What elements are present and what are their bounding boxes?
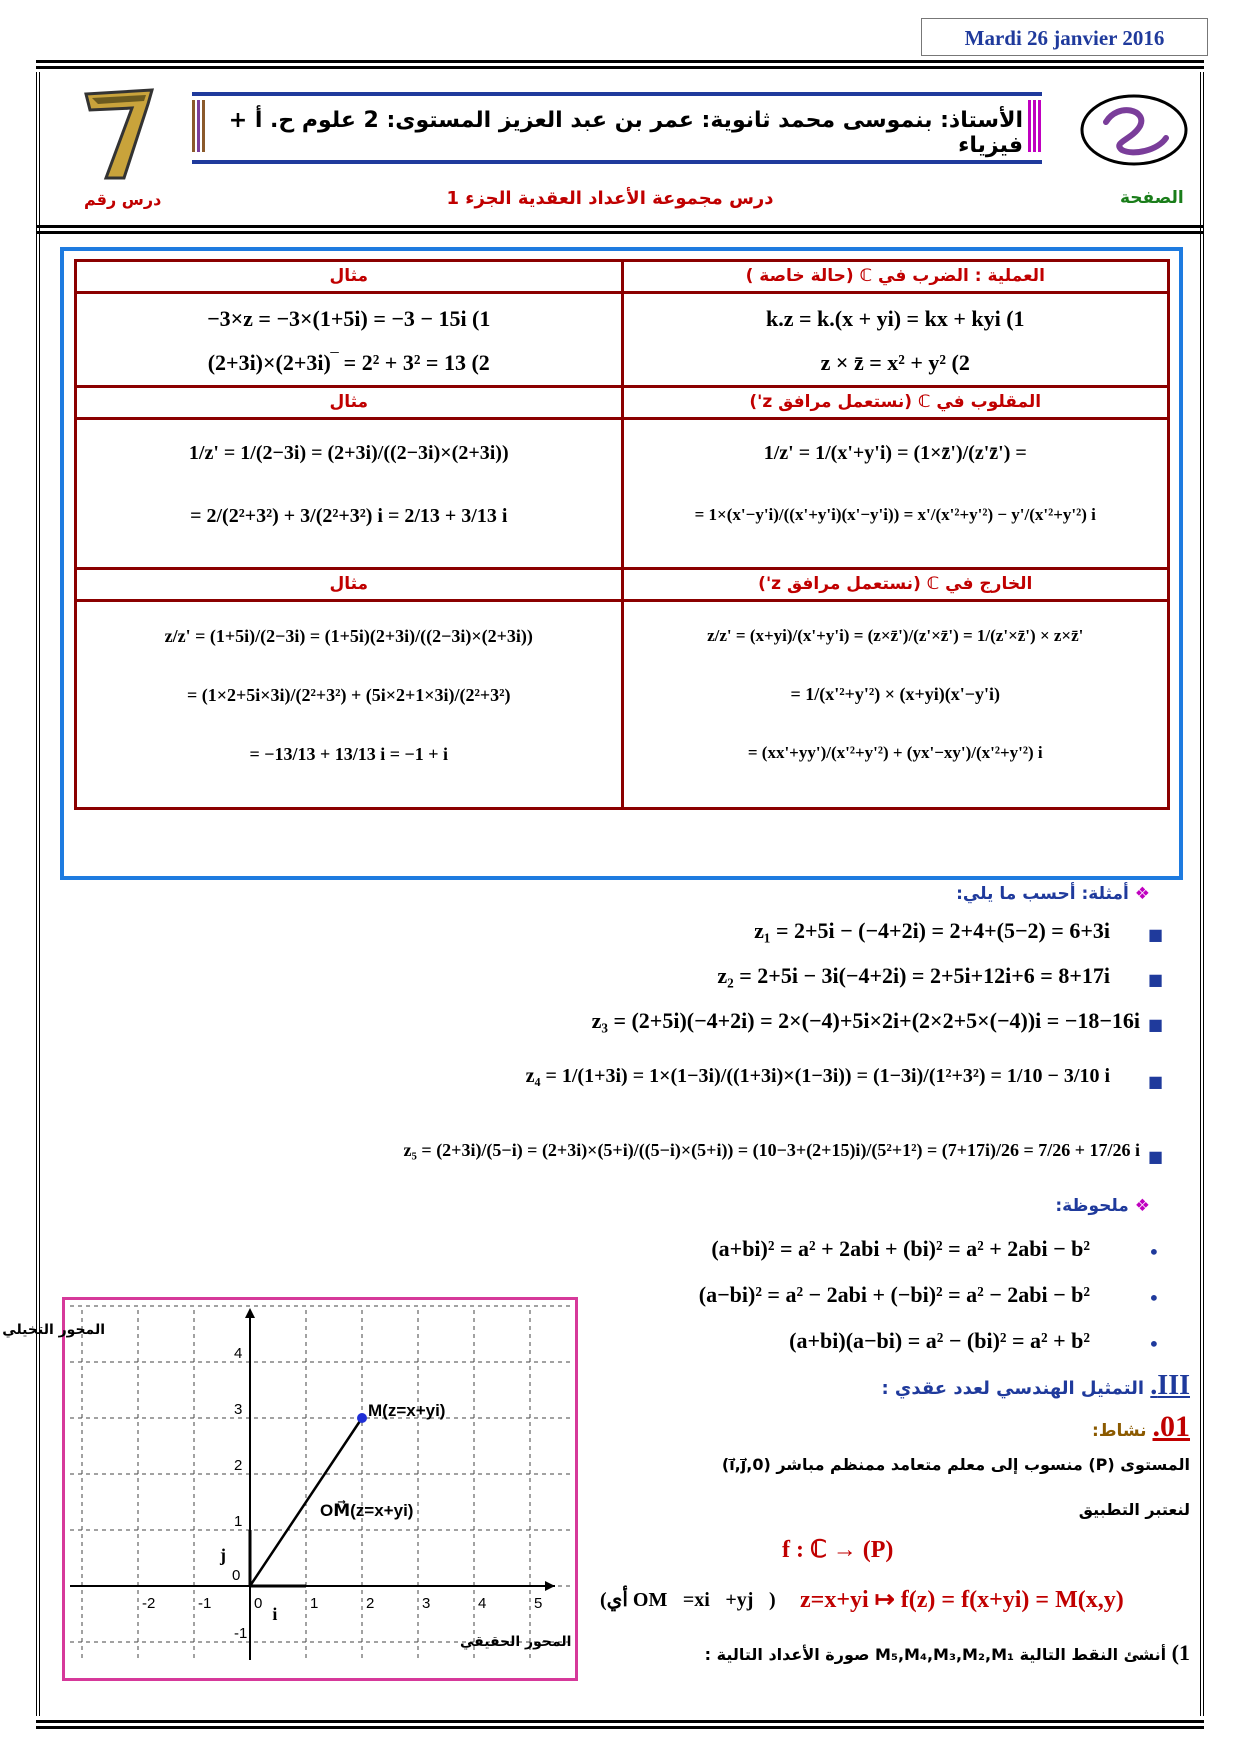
row2-left-line2: = 2/(2²+3²) + 3/(2²+3²) i = 2/13 + 3/13 i [190, 505, 508, 527]
dot-bullet-icon: • [1148, 1332, 1160, 1356]
example-z4: z₄ = 1/(1+3i) = 1×(1−3i)/((1+3i)×(1−3i)) = (1−3i)/(1²+3²) = 1/10 − 3/10 i [525, 1065, 1110, 1087]
row1-right-header: العملية : الضرب في ℂ (حالة خاصة ) [622, 261, 1169, 293]
x-tick-label: 0 [254, 1595, 263, 1612]
section-3-heading: III. التمثيل الهندسي لعدد عقدي : [881, 1370, 1190, 1401]
imaginary-axis-arrow-icon [245, 1308, 255, 1318]
x-tick-label: 2 [366, 1595, 375, 1612]
y-tick-label: 1 [234, 1513, 243, 1530]
teacher-line: الأستاذ: بنموسى محمد ثانوية: عمر بن عبد العزيز المستوى: 2 علوم ح. أ + فيزياء [228, 108, 1023, 158]
x-tick-label: 5 [534, 1595, 543, 1612]
row1-left-line2: (2+3i)×(2+3i)‾ = 2² + 3² = 13 (2 [207, 350, 490, 375]
activity-heading: 01. نشاط: [1092, 1410, 1190, 1443]
square-bullet-icon: ■ [1148, 925, 1164, 944]
origin-label: 0 [232, 1567, 241, 1584]
square-bullet-icon: ■ [1148, 970, 1164, 989]
top-rule [36, 60, 1204, 69]
operations-table [74, 259, 1170, 810]
row2-left-line1: 1/z' = 1/(2−3i) = (2+3i)/((2−3i)×(2+3i)) [188, 442, 509, 464]
page-label: الصفحة [1120, 188, 1184, 208]
note-identity-1: (a+bi)² = a² + 2abi + (bi)² = a² + 2abi − b² [711, 1236, 1090, 1261]
square-bullet-icon: ■ [1148, 1072, 1164, 1091]
complex-plane-figure [2, 1297, 578, 1681]
x-tick-label: -1 [198, 1595, 212, 1612]
row1-right-cell [622, 293, 1169, 387]
x-tick-label: 3 [422, 1595, 431, 1612]
row2-right-line2: = 1×(x'−y'i)/((x'+y'i)(x'−y'i)) = x'/(x'²+y'²) − y'/(x'²+y'²) i [694, 505, 1096, 524]
i-vector-label: i⃗ [272, 1604, 292, 1624]
diamond-bullet-icon: ❖ [1134, 884, 1150, 904]
lesson-number-label: درس رقم [84, 190, 162, 209]
x-tick-label: 1 [310, 1595, 319, 1612]
row3-left-header: مثال [76, 569, 623, 601]
map-definition: z=x+yi ↦ f(z) = f(x+yi) = M(x,y) [800, 1587, 1124, 1613]
row3-right-header: الخارج في ℂ (نستعمل مرافق z') [622, 569, 1169, 601]
row3-right-line3: = (xx'+yy')/(x'²+y'²) + (yx'−xy')/(x'²+y'²) i [747, 743, 1043, 762]
banner-left-bars [192, 100, 206, 152]
example-z3: z₃ = (2+5i)(−4+2i) = 2×(−4)+5i×2i+(2×2+5×(−4))i = −18−16i [591, 1008, 1140, 1033]
square-bullet-icon: ■ [1148, 1147, 1164, 1166]
row1-right-line2: z × z̄ = x² + y² (2 [820, 350, 970, 375]
lesson-title: درس مجموعة الأعداد العقدية الجزء 1 [446, 188, 774, 209]
row3-right-line1: z/z' = (x+yi)/(x'+y'i) = (z×z̄')/(z'×z̄') = 1/(z'×z̄') × z×z̄' [707, 626, 1084, 645]
real-axis-title: المحور الحقيقي [460, 1634, 572, 1650]
lesson-number-logo [78, 82, 158, 182]
y-tick-label: 2 [234, 1457, 243, 1474]
example-z5: z₅ = (2+3i)/(5−i) = (2+3i)×(5+i)/((5−i)×(5+i)) = (10−3+(2+15)i)/(5²+1²) = (7+17i)/26 = 7/26 + 17/26 i [403, 1140, 1140, 1160]
row1-left-header: مثال [76, 261, 623, 293]
row3-right-line2: = 1/(x'²+y'²) × (x+yi)(x'−y'i) [790, 684, 1001, 704]
date-label: Mardi 26 janvier 2016 [921, 18, 1208, 56]
example-z1: z₁ = 2+5i − (−4+2i) = 2+4+(5−2) = 6+3i [754, 918, 1110, 943]
note-identity-3: (a+bi)(a−bi) = a² − (bi)² = a² + b² [789, 1328, 1090, 1353]
imaginary-axis-title: المحور التخيلي [2, 1322, 105, 1338]
examples-title: ❖ أمثلة: أحسب ما يلي: [956, 884, 1150, 904]
row2-right-cell [622, 419, 1169, 569]
note-title: ❖ ملحوظة: [1055, 1196, 1150, 1216]
consider-text: لنعتبر التطبيق [1078, 1500, 1190, 1519]
row2-left-header: مثال [76, 387, 623, 419]
x-tick-label: 4 [478, 1595, 487, 1612]
om-vector-label: OM⃗(z=x+yi) [320, 1501, 414, 1520]
banner-right-bars [1028, 100, 1042, 152]
row2-right-header: المقلوب في ℂ (نستعمل مرافق z') [622, 387, 1169, 419]
row1-left-line1: −3×z = −3×(1+5i) = −3 − 15i (1 [207, 306, 491, 331]
complex-plane-svg [2, 1300, 575, 1678]
real-axis-arrow-icon [545, 1581, 555, 1591]
note-identity-2: (a−bi)² = a² − 2abi + (−bi)² = a² − 2abi − b² [698, 1282, 1090, 1307]
banner-bottom-line [192, 160, 1042, 164]
row3-left-line3: = −13/13 + 13/13 i = −1 + i [249, 744, 449, 764]
y-tick-label: 3 [234, 1401, 243, 1418]
x-tick-label: -2 [142, 1595, 156, 1612]
row2-left-cell [76, 419, 623, 569]
row1-left-cell [76, 293, 623, 387]
row3-left-line2: = (1×2+5i×3i)/(2²+3²) + (5i×2+1×3i)/(2²+3²) [186, 685, 511, 705]
row1-right-line1: k.z = k.(x + yi) = kx + kyi (1 [765, 306, 1025, 331]
header-rule [36, 225, 1204, 234]
row3-left-line1: z/z' = (1+5i)/(2−3i) = (1+5i)(2+3i)/((2−3i)×(2+3i)) [164, 626, 533, 646]
row3-left-cell [76, 601, 623, 809]
point-m [357, 1413, 367, 1423]
row2-right-line1: 1/z' = 1/(x'+y'i) = (1×z̄')/(z'z̄') = [763, 442, 1027, 464]
dot-bullet-icon: • [1148, 1286, 1160, 1310]
diamond-bullet-icon: ❖ [1134, 1196, 1150, 1216]
point-m-label: M(z=x+yi) [368, 1401, 446, 1420]
bottom-rule [36, 1720, 1204, 1729]
map-signature: f : ℂ → (P) [782, 1537, 894, 1563]
square-bullet-icon: ■ [1148, 1015, 1164, 1034]
y-tick-label: 4 [234, 1345, 243, 1362]
school-logo [1078, 92, 1190, 168]
row3-right-cell [622, 601, 1169, 809]
map-aside: (أي OM⃗=xi⃗+yj⃗) [600, 1589, 776, 1611]
y-tick-label: -1 [234, 1625, 248, 1642]
dot-bullet-icon: • [1148, 1240, 1160, 1264]
plane-text: المستوى (P) منسوب إلى معلم متعامد ممنظم مباشر (0,i⃗,j⃗) [721, 1455, 1190, 1474]
example-z2: z₂ = 2+5i − 3i(−4+2i) = 2+5i+12i+6 = 8+17i [717, 963, 1110, 988]
banner-top-line [192, 92, 1042, 96]
task-line: 1) أنشئ النقط التالية M₅,M₄,M₃,M₂,M₁ صورة الأعداد التالية : [704, 1640, 1190, 1665]
j-vector-label: j⃗ [220, 1544, 240, 1565]
